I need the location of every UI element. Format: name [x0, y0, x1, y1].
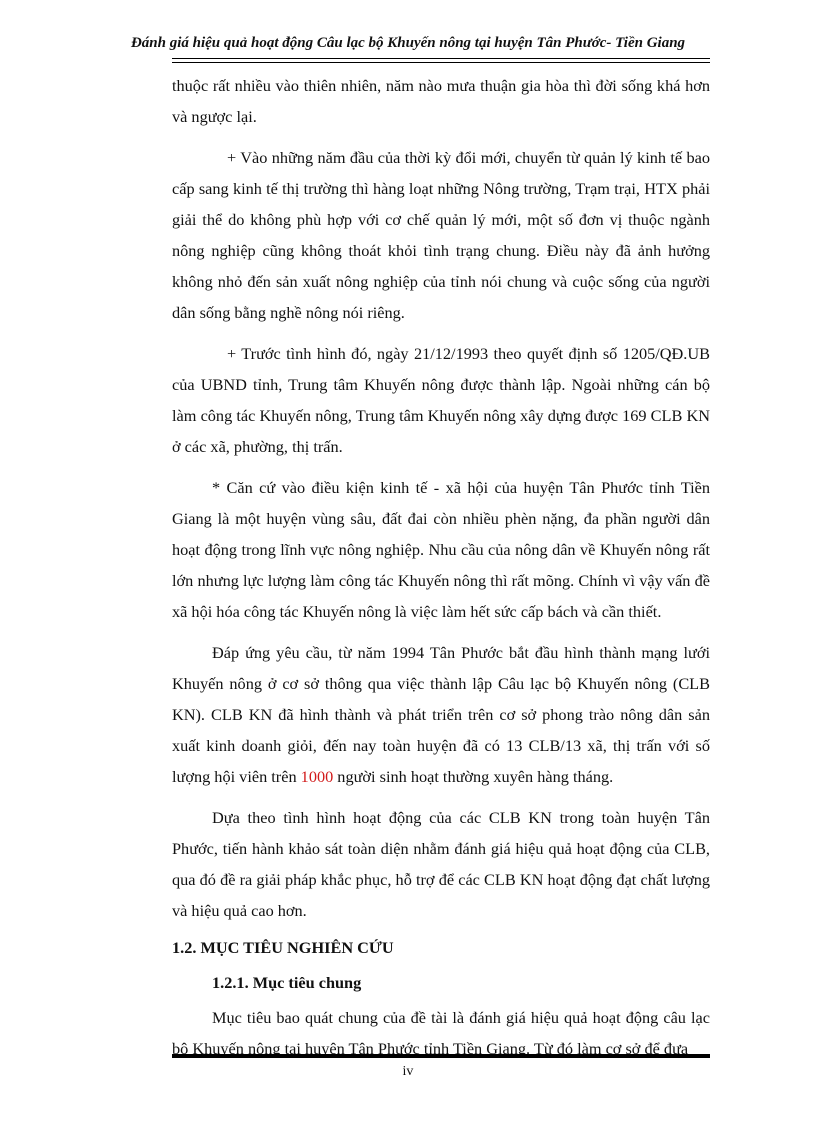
header-rule [172, 58, 710, 59]
paragraph-survey-purpose: Dựa theo tình hình hoạt động của các CLB KN trong toàn huyện Tân Phước, tiến hành khảo sát toàn diện nhằm đánh giá hiệu quả hoạt động của CLB, qua đó đề ra giải pháp khắc phục, hỗ trợ để các CLB KN hoạt động đạt chất lượng và hiệu quả cao hơn. [172, 808, 710, 920]
paragraph-general-objective: Mục tiêu bao quát chung của đề tài là đánh giá hiệu quả hoạt động câu lạc bộ Khuyến nông tại huyện Tân Phước tỉnh Tiền Giang. Từ đó làm cơ sở để đưa [172, 1008, 710, 1058]
paragraph-club-network-text: Đáp ứng yêu cầu, từ năm 1994 Tân Phước bắt đầu hình thành mạng lưới Khuyến nông ở cơ sở thông qua việc thành lập Câu lạc bộ Khuyến nông (CLB KN). CLB KN đã hình thành và phát triển trên cơ sở phong trào nông dân sản xuất kinh doanh giỏi, đến nay toàn huyện đã có 13 CLB/13 xã, thị trấn với số lượng hội viên trên [172, 643, 710, 786]
page-number: iv [402, 1064, 414, 1079]
paragraph-continuation: thuộc rất nhiều vào thiên nhiên, năm nào mưa thuận gia hòa thì đời sống khá hơn và ngược lại. [172, 76, 710, 126]
paragraph-district-conditions: * Căn cứ vào điều kiện kinh tế - xã hội của huyện Tân Phước tỉnh Tiền Giang là một huyện vùng sâu, đất đai còn nhiều phèn nặng, đa phần người dân hoạt động trong lĩnh vực nông nghiệp. Nhu cầu của nông dân về Khuyến nông rất lớn nhưng lực lượng làm công tác Khuyến nông thì rất mõng. Chính vì vậy vấn đề xã hội hóa công tác Khuyến nông là việc làm hết sức cấp bách và cần thiết. [172, 478, 710, 621]
paragraph-renovation: + Vào những năm đầu của thời kỳ đổi mới, chuyển từ quản lý kinh tế bao cấp sang kinh tế thị trường thì hàng loạt những Nông trường, Trạm trại, HTX phải giải thể do không phù hợp với cơ chế quản lý mới, một số đơn vị thuộc ngành nông nghiệp cũng không thoát khỏi tình trạng chung. Điều này đã ảnh hưởng không nhỏ đến sản xuất nông nghiệp của tỉnh nói chung và cuộc sống của người dân sống bằng nghề nông nói riêng. [172, 148, 710, 322]
body-text [172, 70, 710, 1074]
running-header-title: Đánh giá hiệu quả hoạt động Câu lạc bộ Khuyến nông tại huyện Tân Phước- Tiền Giang [130, 35, 686, 51]
paragraph-club-network [172, 637, 710, 792]
paragraph-club-network-end: người sinh hoạt thường xuyên hàng tháng. [333, 767, 614, 786]
section-heading: 1.2. MỤC TIÊU NGHIÊN CỨU [172, 938, 394, 957]
footer-rule [172, 1054, 710, 1058]
highlighted-member-count: 1000 [300, 767, 334, 786]
header-rule-secondary [172, 62, 710, 63]
subsection-heading: 1.2.1. Mục tiêu chung [212, 973, 362, 992]
paragraph-extension-center: + Trước tình hình đó, ngày 21/12/1993 theo quyết định số 1205/QĐ.UB của UBND tỉnh, Trung tâm Khuyến nông được thành lập. Ngoài những cán bộ làm công tác Khuyến nông, Trung tâm Khuyến nông xây dựng được 169 CLB KN ở các xã, phường, thị trấn. [172, 344, 710, 456]
